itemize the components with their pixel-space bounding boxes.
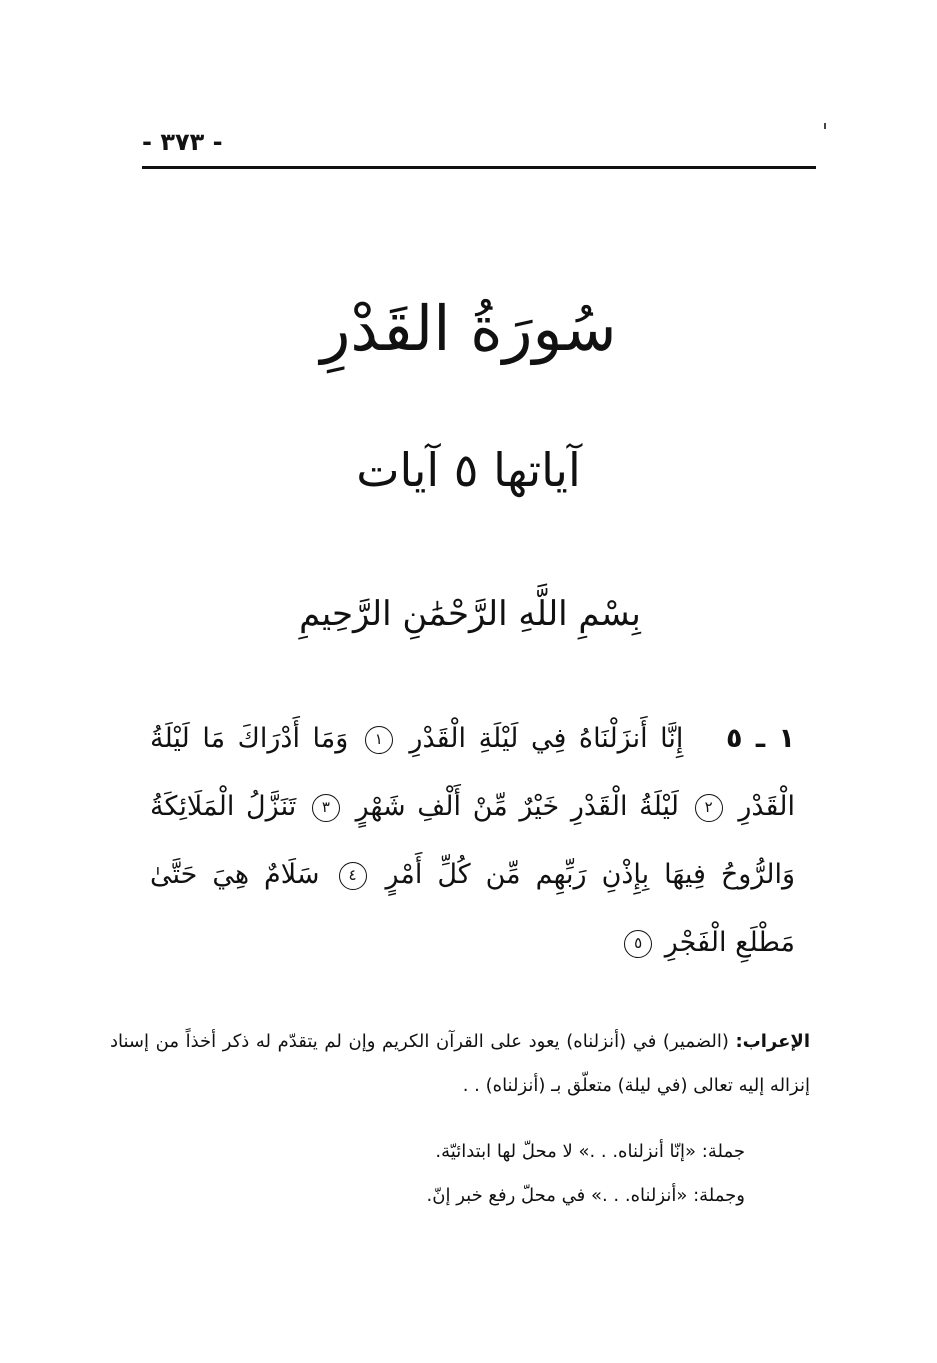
ayah-number-marker: ٢: [695, 794, 723, 822]
verse-text: إِنَّا أَنزَلْنَاهُ فِي لَيْلَةِ الْقَدْرِ: [409, 723, 684, 754]
page-number: - ٣٧٣ -: [142, 128, 223, 156]
irab-text: (الضمير) في (أنزلناه) يعود على القرآن الكريم وإن لم يتقدّم له ذكر أخذاً من إسناد إنزاله إليه تعالى (في ليلة) متعلّق بـ (أنزلناه) . .: [110, 1031, 810, 1096]
header-rule: [142, 166, 816, 169]
surah-title: سُورَةُ القَدْرِ: [320, 292, 617, 365]
verse-text: سَلَامٌ هِيَ حَتَّىٰ مَطْلَعِ الْفَجْرِ: [150, 859, 795, 958]
scan-speck: [824, 123, 826, 129]
ayah-number-marker: ٣: [312, 794, 340, 822]
ayah-number-marker: ١: [365, 726, 393, 754]
verse-range: ١ ـ ٥: [725, 723, 795, 754]
ayah-number-marker: ٥: [624, 930, 652, 958]
ayah-number-marker: ٤: [339, 862, 367, 890]
verses-count: آياتها ٥ آيات: [356, 443, 581, 497]
verse-text: تَنَزَّلُ الْمَلَائِكَةُ وَالرُّوحُ فِيهَا بِإِذْنِ رَبِّهِم مِّن كُلِّ أَمْرٍ: [150, 791, 795, 890]
basmala: بِسْمِ اللَّهِ الرَّحْمَٰنِ الرَّحِيمِ: [299, 594, 641, 634]
verse-text: وَمَا أَدْرَاكَ مَا لَيْلَةُ الْقَدْرِ: [150, 723, 795, 822]
irab-paragraph: [110, 1020, 810, 1108]
irab-label: الإعراب:: [735, 1031, 810, 1052]
quran-text: [150, 705, 795, 977]
sentence-notes: [360, 1130, 745, 1218]
sentence-note: جملة: «إنّا أنزلناه. . .» لا محلّ لها ابتدائيّة.: [435, 1141, 745, 1162]
page-header: [142, 128, 816, 170]
verse-text: لَيْلَةُ الْقَدْرِ خَيْرٌ مِّنْ أَلْفِ شَهْرٍ: [355, 791, 679, 822]
sentence-note: وجملة: «أنزلناه. . .» في محلّ رفع خبر إنّ.: [426, 1185, 745, 1206]
